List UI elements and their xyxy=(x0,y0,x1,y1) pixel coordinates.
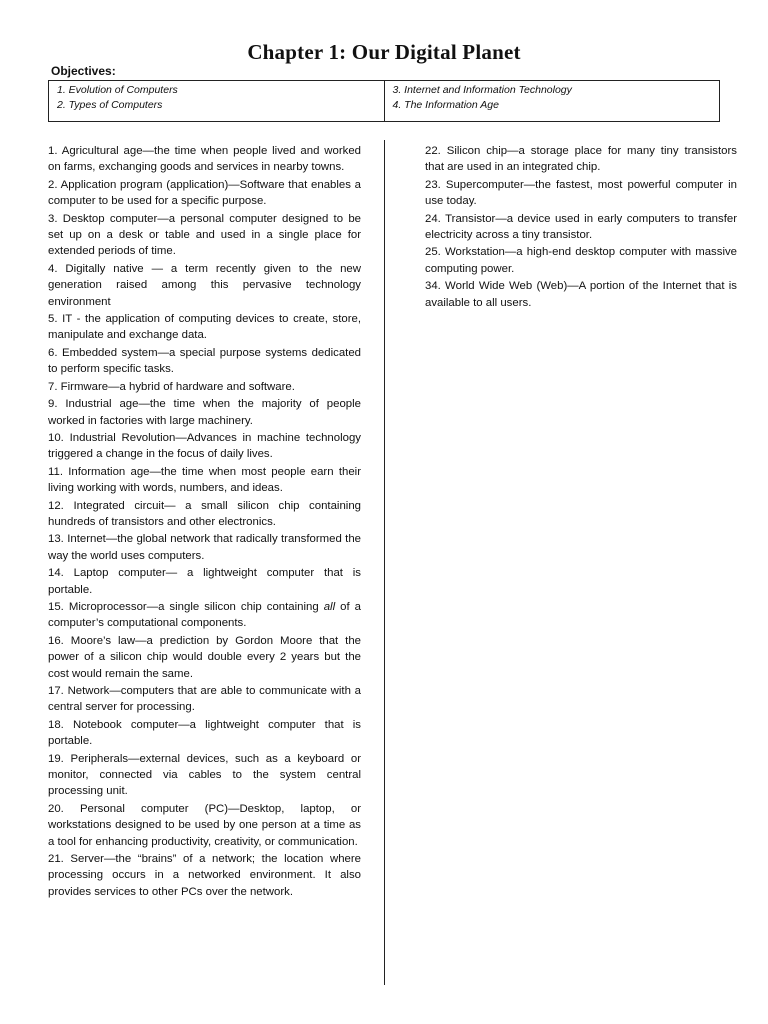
term-entry: 3. Desktop computer—a personal computer designed to be set up on a desk or table and used in a single place for extended periods of time. xyxy=(48,212,361,258)
term-entry: 11. Information age—the time when most people earn their living working with words, numbers, and ideas. xyxy=(48,465,361,495)
term-entry: 24. Transistor—a device used in early computers to transfer electricity across a tiny transistor. xyxy=(425,212,737,242)
term-entry-microprocessor xyxy=(48,599,361,632)
term-entry: 5. IT - the application of computing devices to create, store, manipulate and exchange data. xyxy=(48,313,361,342)
term-emphasis: all xyxy=(323,600,336,613)
term-entry: 9. Industrial age—the time when the majority of people worked in factories with large machinery. xyxy=(48,398,361,427)
term-entry: 2. Application program (application)—Software that enables a computer to be used for a specific purpose. xyxy=(48,178,361,208)
term-entry: 1. Agricultural age—the time when people lived and worked on farms, exchanging goods and services in nearby towns. xyxy=(48,145,361,174)
term-entry: 21. Server—the “brains” of a network; the location where processing occurs in a networked environment. It also provides services to other PCs over the network. xyxy=(48,853,361,898)
term-entry: 20. Personal computer (PC)—Desktop, laptop, or workstations designed to be used by one person at a time as a tool for enhancing productivity, creativity, or communication. xyxy=(48,802,361,848)
term-entry: 17. Network—computers that are able to communicate with a central server for processing. xyxy=(48,685,361,714)
term-text: 15. Microprocessor—a single silicon chip containing xyxy=(48,600,324,613)
term-entry: 16. Moore’s law—a prediction by Gordon Moore that the power of a silicon chip would double every 2 years but the cost would remain the same. xyxy=(48,634,361,680)
term-entry: 25. Workstation—a high-end desktop computer with massive computing power. xyxy=(425,246,737,275)
term-entry: 18. Notebook computer—a lightweight computer that is portable. xyxy=(48,718,361,748)
objective-item: 4. The Information Age xyxy=(392,99,499,111)
term-entry: 6. Embedded system—a special purpose systems dedicated to perform specific tasks. xyxy=(48,346,361,376)
term-entry: 34. World Wide Web (Web)—A portion of the Internet that is available to all users. xyxy=(425,280,737,309)
term-entry: 22. Silicon chip—a storage place for many tiny transistors that are used in an integrated chip. xyxy=(425,145,737,174)
term-entry: 14. Laptop computer— a lightweight computer that is portable. xyxy=(48,567,361,596)
term-entry: 7. Firmware—a hybrid of hardware and software. xyxy=(48,380,295,393)
page-title: Chapter 1: Our Digital Planet xyxy=(247,40,521,64)
objectives-label: Objectives: xyxy=(51,64,116,78)
objective-item: 2. Types of Computers xyxy=(57,99,163,111)
column-divider xyxy=(384,140,385,985)
objective-item: 3. Internet and Information Technology xyxy=(392,84,572,96)
terms-column-left xyxy=(48,143,361,901)
term-entry: 10. Industrial Revolution—Advances in machine technology triggered a change in the focus of daily lives. xyxy=(48,431,361,461)
term-entry: 12. Integrated circuit— a small silicon chip containing hundreds of transistors and other electronics. xyxy=(48,499,361,528)
objectives-column-left xyxy=(49,81,384,121)
objectives-table xyxy=(48,80,720,122)
term-entry: 13. Internet—the global network that radically transformed the way the world uses computers. xyxy=(48,533,361,562)
term-entry: 19. Peripherals—external devices, such as a keyboard or monitor, connected via cables to the system central processing unit. xyxy=(48,752,361,798)
term-entry: 4. Digitally native — a term recently given to the new generation raised among this pervasive technology environment xyxy=(48,262,361,308)
objectives-column-right xyxy=(384,81,720,121)
term-entry: 23. Supercomputer—the fastest, most powerful computer in use today. xyxy=(425,178,737,208)
terms-column-right xyxy=(425,143,737,312)
term-text: of a computer’s computational components. xyxy=(48,600,361,630)
objective-item: 1. Evolution of Computers xyxy=(57,84,178,96)
